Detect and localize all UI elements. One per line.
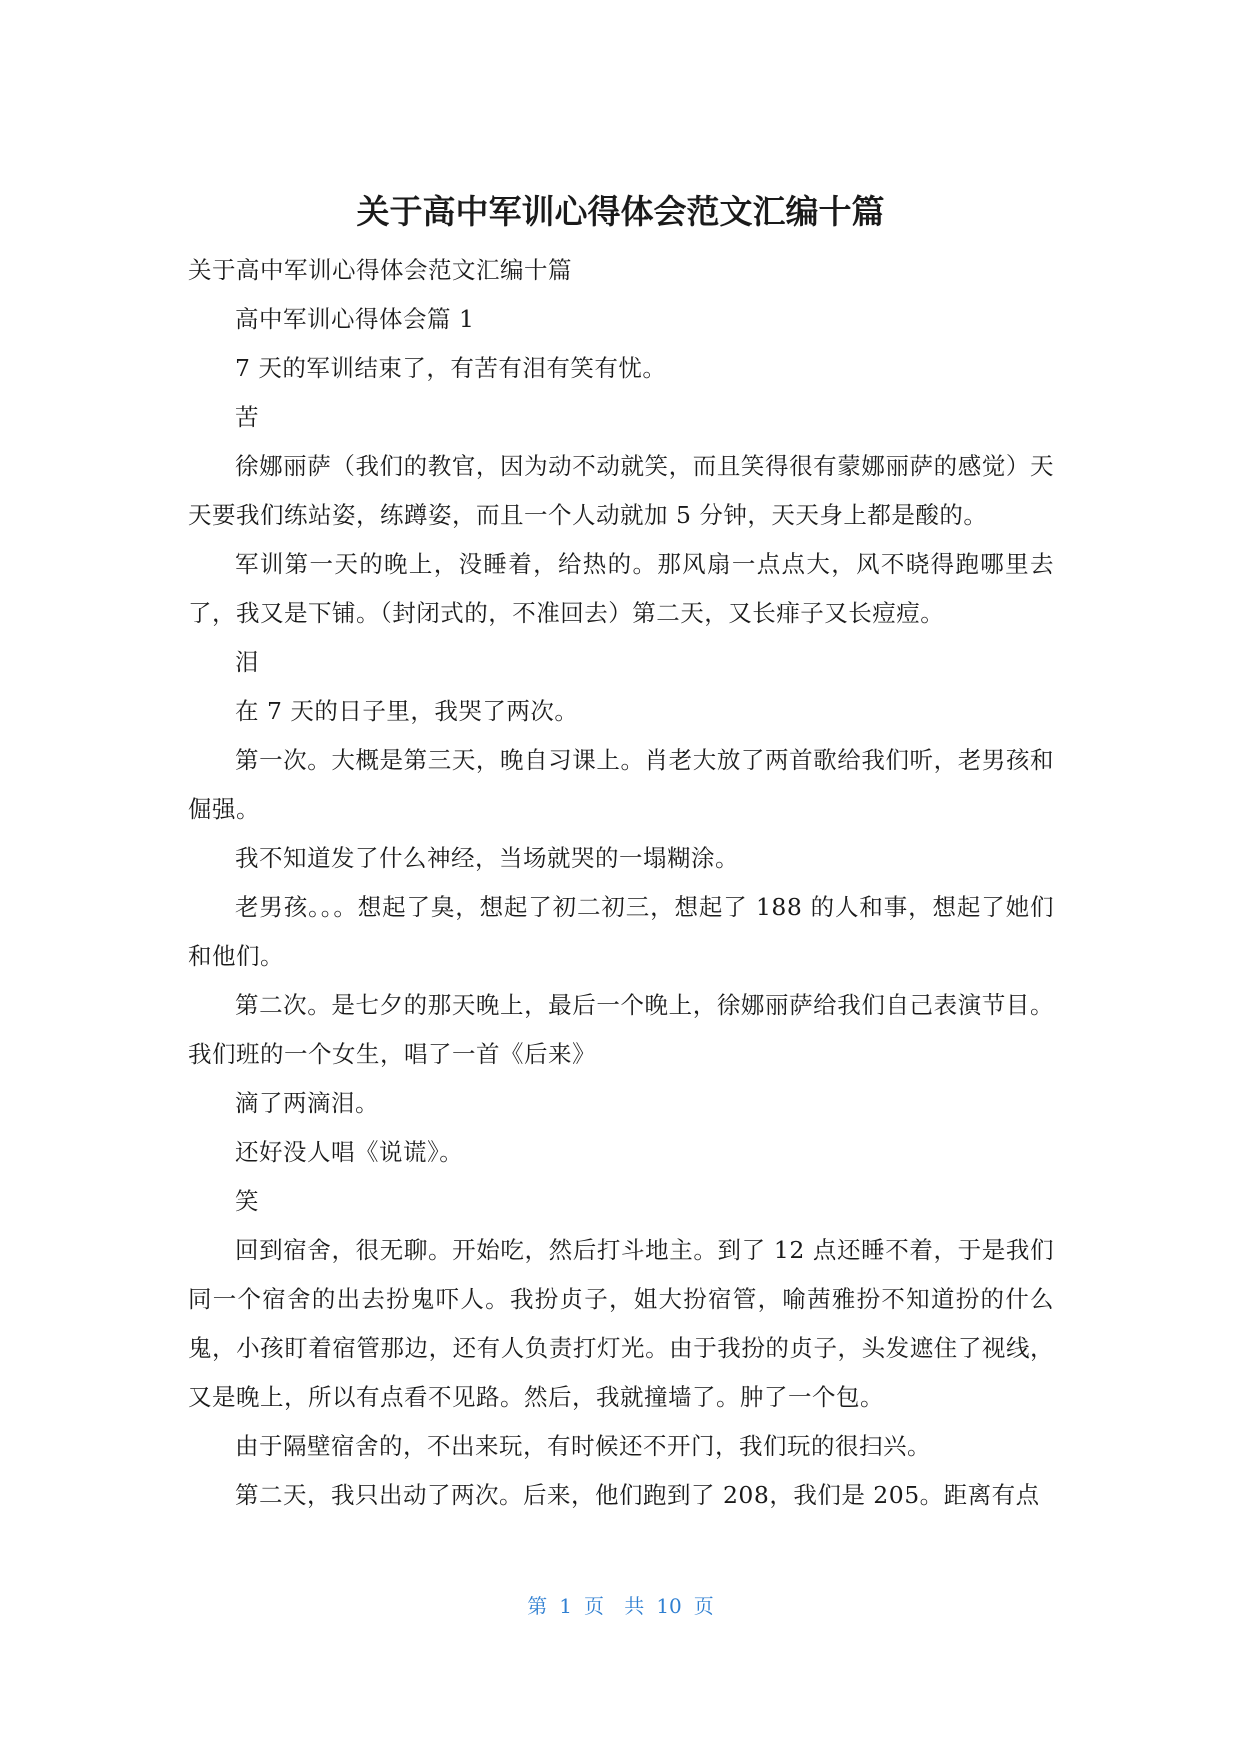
paragraph: 泪 (235, 648, 259, 676)
document-title: 关于高中军训心得体会范文汇编十篇 (356, 192, 885, 231)
footer-label-pages: 页 (693, 1594, 714, 1618)
paragraph: 笑 (235, 1187, 259, 1215)
paragraph: 第二天，我只出动了两次。后来，他们跑到了 208，我们是 205。距离有点 (235, 1481, 1040, 1509)
footer-label-page: 第 (527, 1594, 548, 1618)
paragraph: 第一次。大概是第三天，晚自习课上。肖老大放了两首歌给我们听，老男孩和倔强。 (188, 746, 1054, 823)
paragraph: 第二次。是七夕的那天晚上，最后一个晚上，徐娜丽萨给我们自己表演节目。我们班的一个女生，唱了一首《后来》 (188, 991, 1054, 1068)
footer-label-of: 页 共 (583, 1594, 645, 1618)
paragraph: 7 天的军训结束了，有苦有泪有笑有忧。 (235, 354, 667, 382)
paragraph: 回到宿舍，很无聊。开始吃，然后打斗地主。到了 12 点还睡不着，于是我们同一个宿舍的出去扮鬼吓人。我扮贞子，姐大扮宿管，喻茜雅扮不知道扮的什么鬼，小孩盯着宿管那边，还有人负责打灯光。由于我扮的贞子，头发遮住了视线，又是晚上，所以有点看不见路。然后，我就撞墙了。肿了一个包。 (188, 1236, 1054, 1411)
footer-total-pages: 10 (656, 1594, 682, 1618)
document-body (188, 246, 1054, 1520)
paragraph: 苦 (235, 403, 259, 431)
paragraph: 老男孩。。。想起了臭，想起了初二初三，想起了 188 的人和事，想起了她们和他们。 (188, 893, 1054, 970)
paragraph: 由于隔壁宿舍的，不出来玩，有时候还不开门，我们玩的很扫兴。 (235, 1432, 931, 1460)
paragraph: 军训第一天的晚上，没睡着，给热的。那风扇一点点大，风不晓得跑哪里去了，我又是下铺。（封闭式的，不准回去）第二天，又长痱子又长痘痘。 (188, 550, 1054, 627)
page-footer (0, 1591, 1241, 1621)
paragraph: 关于高中军训心得体会范文汇编十篇 (188, 256, 572, 284)
paragraph: 滴了两滴泪。 (235, 1089, 379, 1117)
paragraph: 我不知道发了什么神经，当场就哭的一塌糊涂。 (235, 844, 739, 872)
paragraph: 还好没人唱《说谎》。 (235, 1138, 464, 1166)
footer-current-page: 1 (559, 1594, 572, 1618)
paragraph: 徐娜丽萨（我们的教官，因为动不动就笑，而且笑得很有蒙娜丽萨的感觉）天天要我们练站姿，练蹲姿，而且一个人动就加 5 分钟，天天身上都是酸的。 (188, 452, 1054, 529)
paragraph: 高中军训心得体会篇 1 (235, 305, 475, 333)
paragraph: 在 7 天的日子里，我哭了两次。 (235, 697, 579, 725)
